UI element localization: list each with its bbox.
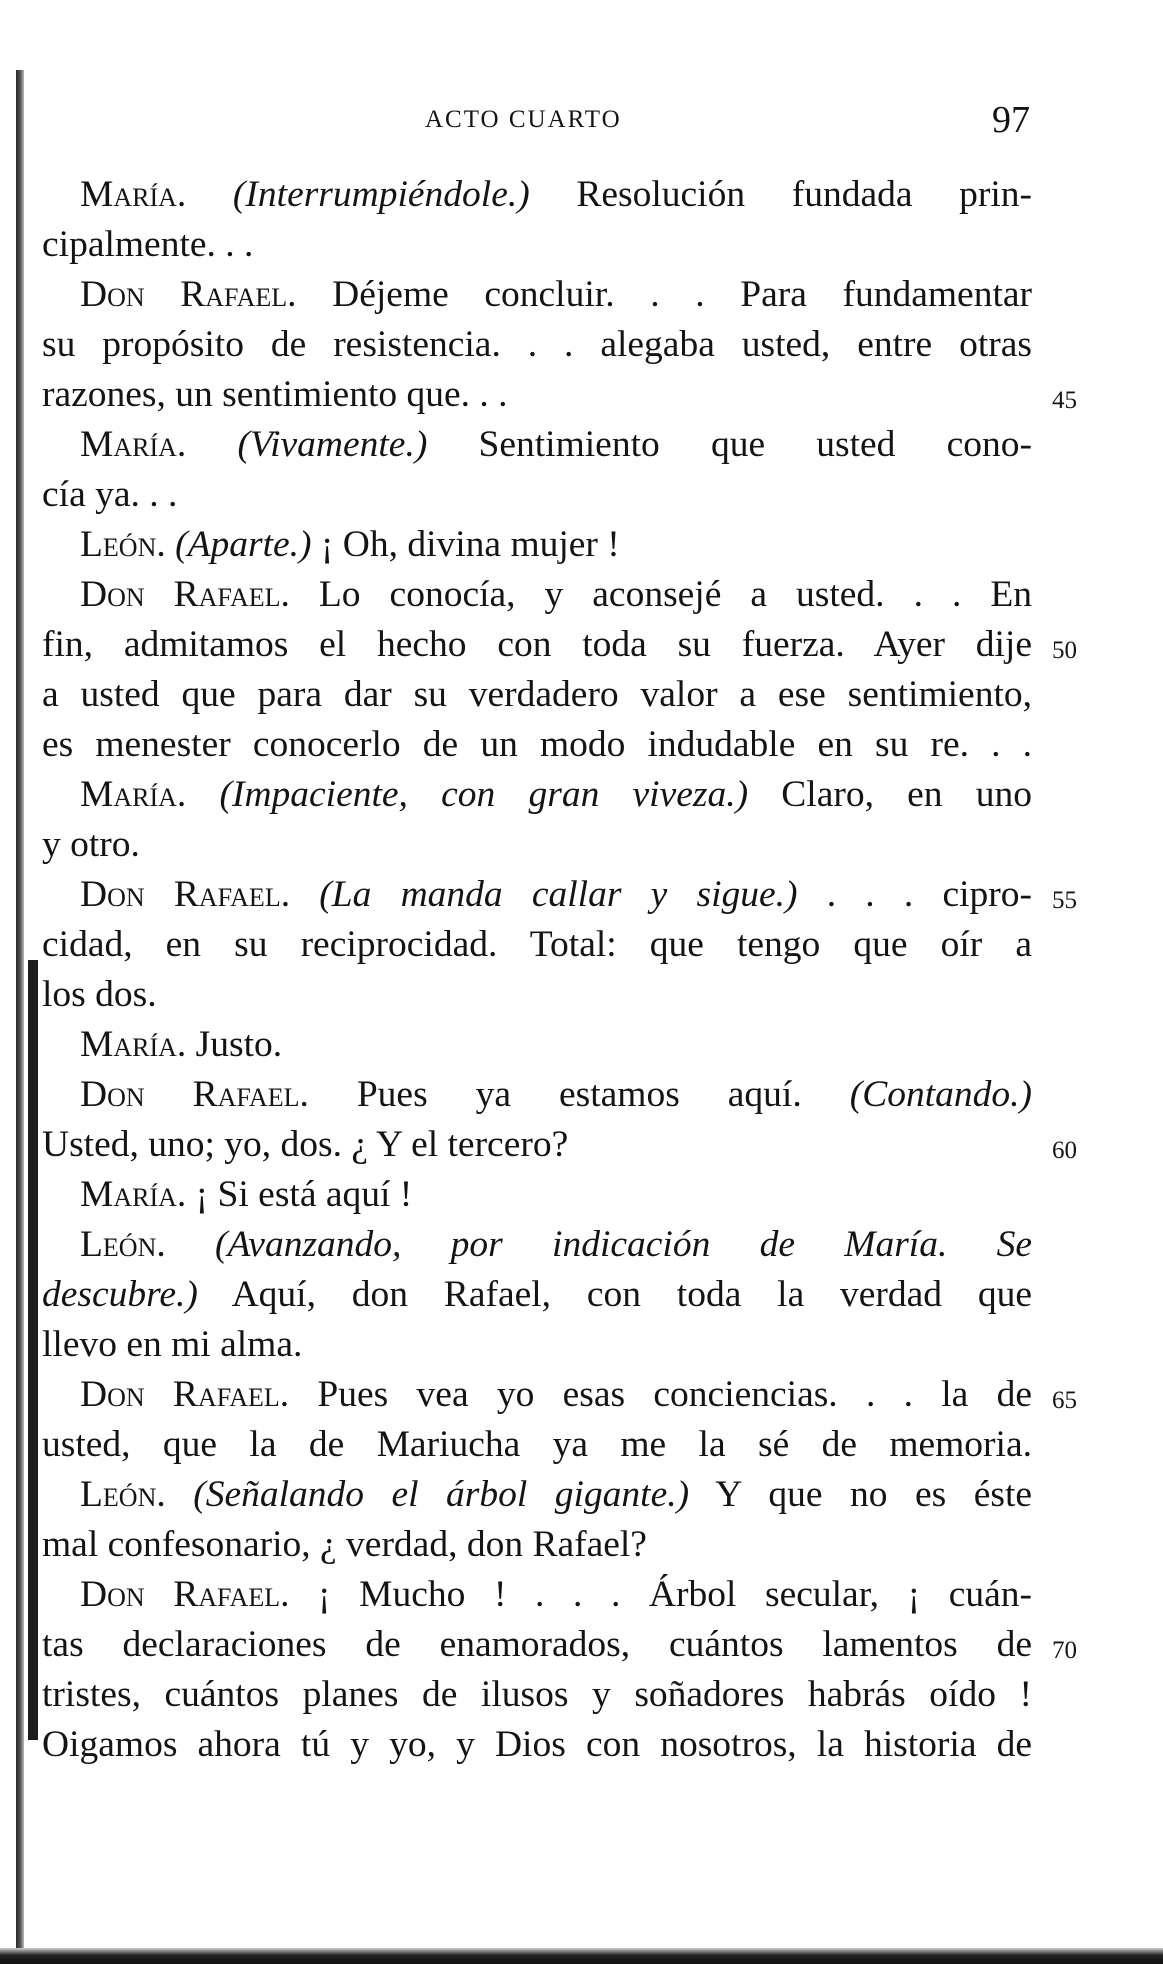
page-header	[0, 99, 1163, 146]
text-line	[42, 770, 1042, 820]
line-number: 60	[1052, 1137, 1077, 1164]
text-line	[42, 1020, 1042, 1070]
page-binding-edge	[16, 70, 24, 1950]
line-text: descubre.) Aquí, don Rafael, con toda la verdad que	[42, 1274, 1032, 1315]
line-text: usted, que la de Mariucha ya me la sé de memoria.	[42, 1424, 1032, 1465]
text-line	[42, 1720, 1042, 1770]
speaker-name: Don Rafael.	[80, 1574, 290, 1615]
line-text: mal confesonario, ¿ verdad, don Rafael?	[42, 1524, 647, 1565]
line-text: Lo conocía, y aconsejé a usted. . . En	[289, 574, 1032, 615]
line-text: Pues ya estamos aquí. (Contando.)	[308, 1074, 1032, 1115]
line-text: (Aparte.) ¡ Oh, divina mujer !	[175, 524, 620, 565]
text-line	[42, 1270, 1042, 1320]
line-text: razones, un sentimiento que. . .	[42, 374, 508, 415]
page-binding-shadow	[28, 960, 38, 1740]
text-line	[42, 170, 1042, 220]
text-line	[42, 570, 1042, 620]
page-number: 97	[992, 99, 1030, 141]
line-text: (La manda callar y sigue.) . . . cipro-	[319, 874, 1032, 915]
text-line	[42, 420, 1042, 470]
line-text: y otro.	[42, 824, 140, 865]
text-line	[42, 820, 1042, 870]
text-line	[42, 1570, 1042, 1620]
line-number: 50	[1052, 637, 1077, 664]
line-text: los dos.	[42, 974, 157, 1015]
text-line	[42, 620, 1077, 670]
line-text: (Impaciente, con gran viveza.) Claro, en uno	[219, 774, 1032, 815]
text-line	[42, 1170, 1042, 1220]
text-line	[42, 670, 1042, 720]
line-text: Pues vea yo esas conciencias. . . la de	[289, 1374, 1033, 1415]
line-text: Justo.	[186, 1024, 283, 1065]
text-line	[42, 370, 1077, 420]
line-text: tas declaraciones de enamorados, cuántos lamentos de	[42, 1624, 1032, 1665]
text-line	[42, 1120, 1077, 1170]
text-line	[42, 1470, 1042, 1520]
line-text: tristes, cuántos planes de ilusos y soñadores habrás oído !	[42, 1674, 1032, 1715]
line-text: Usted, uno; yo, dos. ¿ Y el tercero?	[42, 1124, 569, 1165]
text-line	[42, 870, 1077, 920]
play-text	[42, 170, 1077, 1770]
speaker-name: María.	[80, 1174, 187, 1215]
text-line	[42, 1670, 1042, 1720]
text-line	[42, 970, 1042, 1020]
line-text: (Señalando el árbol gigante.) Y que no es éste	[193, 1474, 1033, 1515]
line-text: es menester conocerlo de un modo indudable en su re. . .	[42, 724, 1032, 765]
line-number: 45	[1052, 387, 1077, 414]
line-text: cidad, en su reciprocidad. Total: que tengo que oír a	[42, 924, 1032, 965]
line-text: cipalmente. . .	[42, 224, 254, 265]
speaker-name: Don Rafael.	[80, 874, 291, 915]
page-bottom-edge	[0, 1948, 1163, 1964]
text-line	[42, 270, 1042, 320]
line-text: Oigamos ahora tú y yo, y Dios con nosotros, la historia de	[42, 1724, 1032, 1765]
line-number: 65	[1052, 1387, 1077, 1414]
speaker-name: Don Rafael.	[80, 574, 290, 615]
speaker-name: María.	[80, 424, 187, 465]
text-line	[42, 1220, 1042, 1270]
speaker-name: María.	[80, 774, 187, 815]
text-line	[42, 1370, 1077, 1420]
speaker-name: Don Rafael.	[80, 1374, 290, 1415]
speaker-name: León.	[80, 524, 166, 565]
line-text: su propósito de resistencia. . . alegaba usted, entre otras	[42, 324, 1032, 365]
running-head: ACTO CUARTO	[425, 106, 622, 133]
speaker-name: María.	[80, 174, 187, 215]
line-text: (Interrumpiéndole.) Resolución fundada prin-	[232, 174, 1033, 215]
text-line	[42, 1070, 1042, 1120]
text-line	[42, 470, 1042, 520]
text-line	[42, 1620, 1077, 1670]
line-text: ¡ Mucho ! . . . Árbol secular, ¡ cuán-	[289, 1574, 1032, 1615]
text-line	[42, 220, 1042, 270]
speaker-name: Don Rafael.	[80, 1074, 309, 1115]
line-text: (Avanzando, por indicación de María. Se	[214, 1224, 1033, 1265]
text-line	[42, 520, 1042, 570]
speaker-name: León.	[80, 1224, 166, 1265]
text-line	[42, 1520, 1042, 1570]
line-number: 70	[1052, 1637, 1077, 1664]
line-text: ¡ Si está aquí !	[186, 1174, 413, 1215]
line-number: 55	[1052, 887, 1077, 914]
line-text: a usted que para dar su verdadero valor a ese sentimiento,	[42, 674, 1032, 715]
line-text: (Vivamente.) Sentimiento que usted cono-	[237, 424, 1033, 465]
line-text: Déjeme concluir. . . Para fundamentar	[296, 274, 1032, 315]
line-text: cía ya. . .	[42, 474, 178, 515]
speaker-name: María.	[80, 1024, 187, 1065]
speaker-name: Don Rafael.	[80, 274, 297, 315]
line-text: fin, admitamos el hecho con toda su fuerza. Ayer dije	[42, 624, 1032, 665]
text-line	[42, 720, 1042, 770]
text-line	[42, 920, 1042, 970]
text-line	[42, 1420, 1042, 1470]
text-line	[42, 320, 1042, 370]
line-text: llevo en mi alma.	[42, 1324, 303, 1365]
text-line	[42, 1320, 1042, 1370]
speaker-name: León.	[80, 1474, 166, 1515]
